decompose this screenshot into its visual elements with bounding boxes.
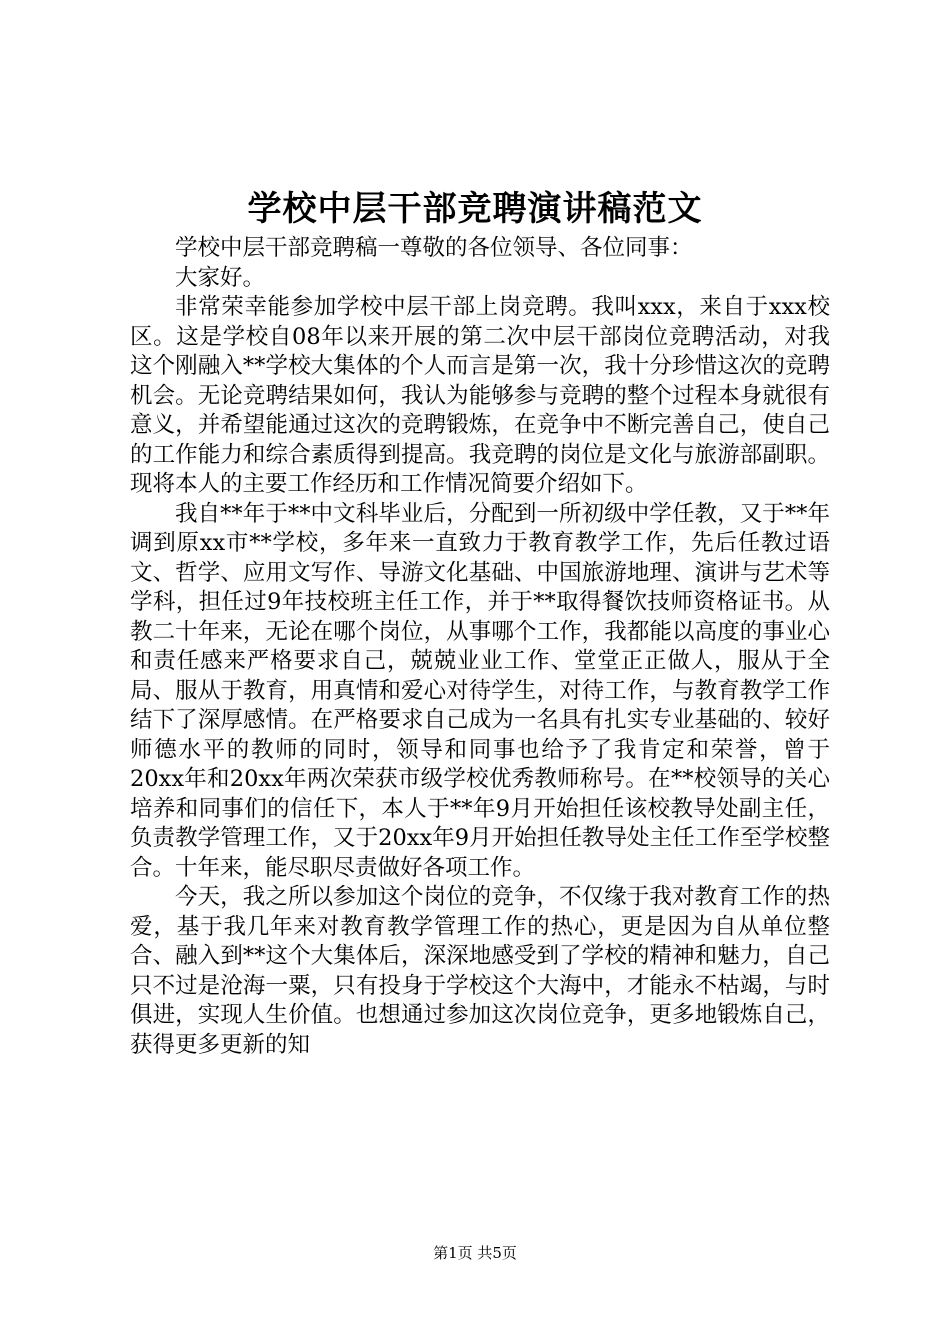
document-body xyxy=(130,234,830,1060)
motivation-paragraph: 今天，我之所以参加这个岗位的竞争，不仅缘于我对教育工作的热爱，基于我几年来对教育教学管理工作的热心，更是因为自从单位整合、融入到**这个大集体后，深深地感受到了学校的精神和魅力，自己只不过是沧海一粟，只有投身于学校这个大海中，才能永不枯竭，与时俱进，实现人生价值。也想通过参加这次岗位竞争，更多地锻炼自己，获得更多更新的知 xyxy=(130,884,830,1058)
experience-paragraph: 我自**年于**中文科毕业后，分配到一所初级中学任教，又于**年调到原xx市**学校，多年来一直致力于教育教学工作，先后任教过语文、哲学、应用文写作、导游文化基础、中国旅游地理、演讲与艺术等学科，担任过9年技校班主任工作，并于**取得餐饮技师资格证书。从教二十年来，无论在哪个岗位，从事哪个工作，我都能以高度的事业心和责任感来严格要求自己，兢兢业业工作、堂堂正正做人，服从于全局、服从于教育，用真情和爱心对待学生，对待工作，与教育教学工作结下了深厚感情。在严格要求自己成为一名具有扎实专业基础的、较好师德水平的教师的同时，领导和同事也给予了我肯定和荣誉，曾于20xx年和20xx年两次荣获市级学校优秀教师称号。在**校领导的关心培养和同事们的信任下，本人于**年9月开始担任该校教导处副主任，负责教学管理工作，又于20xx年9月开始担任教导处主任工作至学校整合。十年来，能尽职尽责做好各项工作。 xyxy=(130,500,830,881)
document-title: 学校中层干部竞聘演讲稿范文 xyxy=(247,189,703,229)
page-number-footer: 第1页 共5页 xyxy=(433,1244,517,1262)
greeting-paragraph: 大家好。 xyxy=(175,264,266,291)
salutation-paragraph: 学校中层干部竞聘稿一尊敬的各位领导、各位同事： xyxy=(175,235,693,261)
introduction-paragraph: 非常荣幸能参加学校中层干部上岗竞聘。我叫xxx，来自于xxx校区。这是学校自08年以来开展的第二次中层干部岗位竞聘活动，对我这个刚融入**学校大集体的个人而言是第一次，我十分珍惜这次的竞聘机会。无论竞聘结果如何，我认为能够参与竞聘的整个过程本身就很有意义，并希望能通过这次的竞聘锻炼，在竞争中不断完善自己，使自己的工作能力和综合素质得到提高。我竞聘的岗位是文化与旅游部副职。现将本人的主要工作经历和工作情况简要介绍如下。 xyxy=(130,294,830,497)
